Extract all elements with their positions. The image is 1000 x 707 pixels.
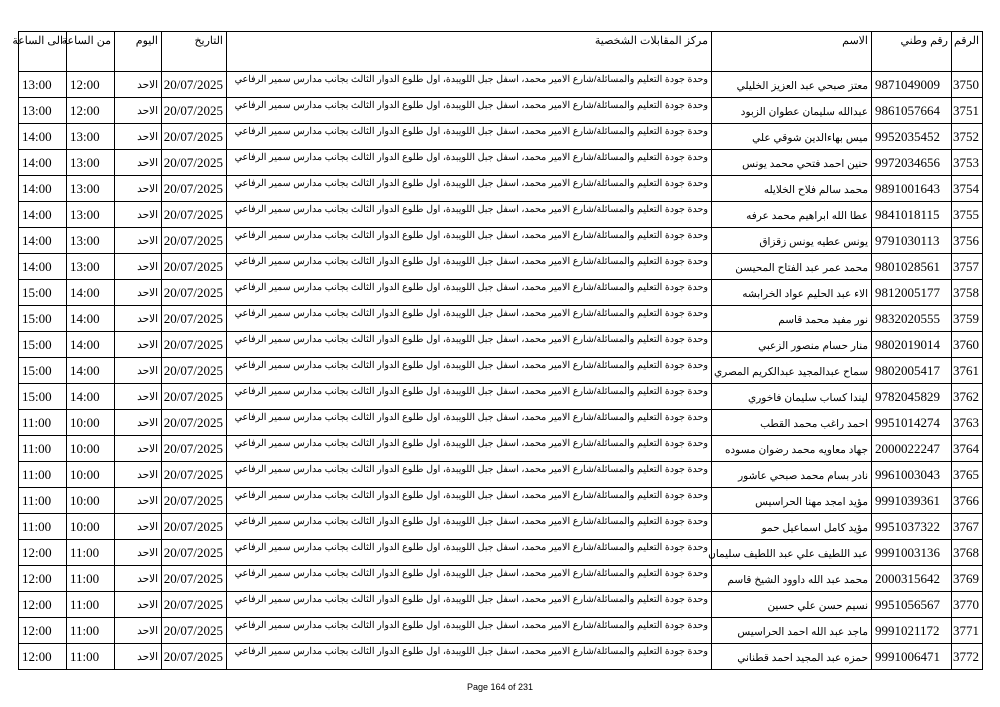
cell-day: الاحد <box>115 436 162 462</box>
cell-from-time: 11:00 <box>67 540 115 566</box>
cell-from-time: 10:00 <box>67 462 115 488</box>
cell-date: 20/07/2025 <box>162 176 227 202</box>
cell-from-time: 10:00 <box>67 410 115 436</box>
cell-name: نسيم حسن علي حسين <box>712 592 872 618</box>
cell-interview-center: وحدة جودة التعليم والمسائلة/شارع الامير محمد، اسفل جبل اللويبدة، اول طلوع الدوار الثالث بجانب مدارس سمير الرفاعي <box>227 202 712 228</box>
cell-day: الاحد <box>115 462 162 488</box>
cell-to-time: 13:00 <box>19 98 67 124</box>
cell-date: 20/07/2025 <box>162 72 227 98</box>
cell-interview-center: وحدة جودة التعليم والمسائلة/شارع الامير محمد، اسفل جبل اللويبدة، اول طلوع الدوار الثالث بجانب مدارس سمير الرفاعي <box>227 384 712 410</box>
cell-national-id: 9951056567 <box>872 592 952 618</box>
cell-day: الاحد <box>115 358 162 384</box>
cell-date: 20/07/2025 <box>162 358 227 384</box>
cell-national-id: 9951037322 <box>872 514 952 540</box>
table-row <box>19 358 983 384</box>
cell-day: الاحد <box>115 384 162 410</box>
table-row <box>19 150 983 176</box>
table-row <box>19 306 983 332</box>
cell-to-time: 12:00 <box>19 644 67 670</box>
cell-name: معتز صبحي عبد العزيز الخليلي <box>712 72 872 98</box>
cell-date: 20/07/2025 <box>162 306 227 332</box>
interview-schedule-table <box>12 31 983 670</box>
table-row <box>19 462 983 488</box>
cell-date: 20/07/2025 <box>162 332 227 358</box>
cell-national-id: 9832020555 <box>872 306 952 332</box>
cell-num: 3765 <box>952 462 983 488</box>
cell-to-time: 15:00 <box>19 280 67 306</box>
cell-num: 3767 <box>952 514 983 540</box>
cell-national-id: 9891001643 <box>872 176 952 202</box>
header-num: الرقم <box>952 32 983 72</box>
cell-national-id: 9802005417 <box>872 358 952 384</box>
cell-day: الاحد <box>115 410 162 436</box>
cell-date: 20/07/2025 <box>162 644 227 670</box>
table-row <box>19 566 983 592</box>
cell-date: 20/07/2025 <box>162 228 227 254</box>
cell-interview-center: وحدة جودة التعليم والمسائلة/شارع الامير محمد، اسفل جبل اللويبدة، اول طلوع الدوار الثالث بجانب مدارس سمير الرفاعي <box>227 540 712 566</box>
cell-day: الاحد <box>115 228 162 254</box>
cell-name: منار حسام منصور الزعبي <box>712 332 872 358</box>
table-row <box>19 618 983 644</box>
cell-national-id: 9841018115 <box>872 202 952 228</box>
cell-interview-center: وحدة جودة التعليم والمسائلة/شارع الامير محمد، اسفل جبل اللويبدة، اول طلوع الدوار الثالث بجانب مدارس سمير الرفاعي <box>227 306 712 332</box>
cell-date: 20/07/2025 <box>162 150 227 176</box>
page-footer: Page 164 of 231 <box>466 682 534 692</box>
header-to: الى الساعة <box>19 32 67 72</box>
table-row <box>19 202 983 228</box>
cell-from-time: 14:00 <box>67 384 115 410</box>
table-row <box>19 332 983 358</box>
cell-to-time: 11:00 <box>19 488 67 514</box>
cell-num: 3771 <box>952 618 983 644</box>
cell-date: 20/07/2025 <box>162 514 227 540</box>
cell-day: الاحد <box>115 124 162 150</box>
header-from: من الساعة <box>67 32 115 72</box>
cell-national-id: 2000022247 <box>872 436 952 462</box>
cell-national-id: 9861057664 <box>872 98 952 124</box>
cell-national-id: 9791030113 <box>872 228 952 254</box>
cell-interview-center: وحدة جودة التعليم والمسائلة/شارع الامير محمد، اسفل جبل اللويبدة، اول طلوع الدوار الثالث بجانب مدارس سمير الرفاعي <box>227 462 712 488</box>
cell-date: 20/07/2025 <box>162 462 227 488</box>
cell-to-time: 15:00 <box>19 384 67 410</box>
cell-to-time: 11:00 <box>19 462 67 488</box>
table-row <box>19 488 983 514</box>
cell-interview-center: وحدة جودة التعليم والمسائلة/شارع الامير محمد، اسفل جبل اللويبدة، اول طلوع الدوار الثالث بجانب مدارس سمير الرفاعي <box>227 124 712 150</box>
cell-from-time: 13:00 <box>67 202 115 228</box>
cell-from-time: 13:00 <box>67 176 115 202</box>
cell-interview-center: وحدة جودة التعليم والمسائلة/شارع الامير محمد، اسفل جبل اللويبدة، اول طلوع الدوار الثالث بجانب مدارس سمير الرفاعي <box>227 176 712 202</box>
cell-to-time: 15:00 <box>19 332 67 358</box>
cell-num: 3754 <box>952 176 983 202</box>
cell-from-time: 14:00 <box>67 332 115 358</box>
header-name: الاسم <box>712 32 872 72</box>
cell-interview-center: وحدة جودة التعليم والمسائلة/شارع الامير محمد، اسفل جبل اللويبدة، اول طلوع الدوار الثالث بجانب مدارس سمير الرفاعي <box>227 358 712 384</box>
cell-name: ماجد عبد الله احمد الحراسيس <box>712 618 872 644</box>
cell-num: 3755 <box>952 202 983 228</box>
cell-national-id: 9812005177 <box>872 280 952 306</box>
cell-national-id: 9802019014 <box>872 332 952 358</box>
cell-name: نور مفيد محمد قاسم <box>712 306 872 332</box>
cell-interview-center: وحدة جودة التعليم والمسائلة/شارع الامير محمد، اسفل جبل اللويبدة، اول طلوع الدوار الثالث بجانب مدارس سمير الرفاعي <box>227 280 712 306</box>
cell-to-time: 14:00 <box>19 176 67 202</box>
table-body <box>19 72 983 670</box>
table-row <box>19 436 983 462</box>
cell-name: ميس بهاءالدين شوقي علي <box>712 124 872 150</box>
cell-date: 20/07/2025 <box>162 436 227 462</box>
cell-interview-center: وحدة جودة التعليم والمسائلة/شارع الامير محمد، اسفل جبل اللويبدة، اول طلوع الدوار الثالث بجانب مدارس سمير الرفاعي <box>227 566 712 592</box>
cell-day: الاحد <box>115 514 162 540</box>
cell-to-time: 14:00 <box>19 150 67 176</box>
cell-num: 3762 <box>952 384 983 410</box>
cell-name: عطا الله ابراهيم محمد عرفه <box>712 202 872 228</box>
cell-name: الاء عبد الحليم عواد الخرابشه <box>712 280 872 306</box>
cell-day: الاحد <box>115 332 162 358</box>
table-row <box>19 540 983 566</box>
cell-name: مؤيد كامل اسماعيل حمو <box>712 514 872 540</box>
cell-date: 20/07/2025 <box>162 98 227 124</box>
cell-num: 3766 <box>952 488 983 514</box>
cell-name: حمزه عبد المجيد احمد قطناني <box>712 644 872 670</box>
cell-to-time: 15:00 <box>19 306 67 332</box>
cell-to-time: 11:00 <box>19 436 67 462</box>
cell-to-time: 13:00 <box>19 72 67 98</box>
cell-num: 3764 <box>952 436 983 462</box>
cell-name: عبد اللطيف علي عبد اللطيف سليمان <box>712 540 872 566</box>
table-row <box>19 254 983 280</box>
cell-date: 20/07/2025 <box>162 410 227 436</box>
cell-day: الاحد <box>115 280 162 306</box>
cell-national-id: 9991003136 <box>872 540 952 566</box>
cell-to-time: 12:00 <box>19 566 67 592</box>
cell-interview-center: وحدة جودة التعليم والمسائلة/شارع الامير محمد، اسفل جبل اللويبدة، اول طلوع الدوار الثالث بجانب مدارس سمير الرفاعي <box>227 436 712 462</box>
cell-to-time: 12:00 <box>19 618 67 644</box>
cell-from-time: 10:00 <box>67 514 115 540</box>
cell-national-id: 9991021172 <box>872 618 952 644</box>
schedule-sheet <box>12 31 982 670</box>
header-date: التاريخ <box>162 32 227 72</box>
cell-day: الاحد <box>115 306 162 332</box>
table-row <box>19 98 983 124</box>
cell-national-id: 9972034656 <box>872 150 952 176</box>
cell-interview-center: وحدة جودة التعليم والمسائلة/شارع الامير محمد، اسفل جبل اللويبدة، اول طلوع الدوار الثالث بجانب مدارس سمير الرفاعي <box>227 98 712 124</box>
cell-interview-center: وحدة جودة التعليم والمسائلة/شارع الامير محمد، اسفل جبل اللويبدة، اول طلوع الدوار الثالث بجانب مدارس سمير الرفاعي <box>227 332 712 358</box>
table-row <box>19 280 983 306</box>
cell-from-time: 10:00 <box>67 436 115 462</box>
cell-interview-center: وحدة جودة التعليم والمسائلة/شارع الامير محمد، اسفل جبل اللويبدة، اول طلوع الدوار الثالث بجانب مدارس سمير الرفاعي <box>227 488 712 514</box>
cell-national-id: 9801028561 <box>872 254 952 280</box>
cell-to-time: 11:00 <box>19 514 67 540</box>
header-nid: رقم وطني <box>872 32 952 72</box>
cell-day: الاحد <box>115 150 162 176</box>
cell-day: الاحد <box>115 72 162 98</box>
cell-from-time: 14:00 <box>67 280 115 306</box>
cell-num: 3752 <box>952 124 983 150</box>
table-row <box>19 384 983 410</box>
cell-day: الاحد <box>115 98 162 124</box>
cell-interview-center: وحدة جودة التعليم والمسائلة/شارع الامير محمد، اسفل جبل اللويبدة، اول طلوع الدوار الثالث بجانب مدارس سمير الرفاعي <box>227 150 712 176</box>
cell-interview-center: وحدة جودة التعليم والمسائلة/شارع الامير محمد، اسفل جبل اللويبدة، اول طلوع الدوار الثالث بجانب مدارس سمير الرفاعي <box>227 410 712 436</box>
cell-num: 3761 <box>952 358 983 384</box>
cell-date: 20/07/2025 <box>162 202 227 228</box>
table-row <box>19 644 983 670</box>
cell-num: 3750 <box>952 72 983 98</box>
cell-national-id: 9952035452 <box>872 124 952 150</box>
cell-day: الاحد <box>115 618 162 644</box>
cell-day: الاحد <box>115 488 162 514</box>
cell-date: 20/07/2025 <box>162 488 227 514</box>
cell-date: 20/07/2025 <box>162 384 227 410</box>
cell-from-time: 11:00 <box>67 644 115 670</box>
cell-day: الاحد <box>115 566 162 592</box>
cell-name: حنين احمد فتحي محمد يونس <box>712 150 872 176</box>
cell-num: 3759 <box>952 306 983 332</box>
table-row <box>19 592 983 618</box>
cell-day: الاحد <box>115 592 162 618</box>
cell-from-time: 14:00 <box>67 358 115 384</box>
cell-name: احمد راغب محمد القطب <box>712 410 872 436</box>
cell-interview-center: وحدة جودة التعليم والمسائلة/شارع الامير محمد، اسفل جبل اللويبدة، اول طلوع الدوار الثالث بجانب مدارس سمير الرفاعي <box>227 644 712 670</box>
table-row <box>19 228 983 254</box>
cell-from-time: 12:00 <box>67 98 115 124</box>
cell-from-time: 11:00 <box>67 592 115 618</box>
header-center: مركز المقابلات الشخصية <box>227 32 712 72</box>
table-row <box>19 72 983 98</box>
cell-to-time: 12:00 <box>19 592 67 618</box>
cell-national-id: 9951014274 <box>872 410 952 436</box>
cell-date: 20/07/2025 <box>162 592 227 618</box>
cell-num: 3760 <box>952 332 983 358</box>
cell-name: نادر بسام محمد صبحي عاشور <box>712 462 872 488</box>
cell-to-time: 14:00 <box>19 202 67 228</box>
cell-to-time: 14:00 <box>19 124 67 150</box>
cell-interview-center: وحدة جودة التعليم والمسائلة/شارع الامير محمد، اسفل جبل اللويبدة، اول طلوع الدوار الثالث بجانب مدارس سمير الرفاعي <box>227 618 712 644</box>
cell-num: 3770 <box>952 592 983 618</box>
cell-from-time: 13:00 <box>67 124 115 150</box>
header-row <box>19 32 983 72</box>
cell-national-id: 9961003043 <box>872 462 952 488</box>
cell-from-time: 10:00 <box>67 488 115 514</box>
cell-from-time: 12:00 <box>67 72 115 98</box>
cell-interview-center: وحدة جودة التعليم والمسائلة/شارع الامير محمد، اسفل جبل اللويبدة، اول طلوع الدوار الثالث بجانب مدارس سمير الرفاعي <box>227 228 712 254</box>
cell-to-time: 14:00 <box>19 254 67 280</box>
cell-name: مؤيد امجد مهنا الحراسيس <box>712 488 872 514</box>
cell-name: سماح عبدالمجيد عبدالكريم المصري <box>712 358 872 384</box>
cell-date: 20/07/2025 <box>162 124 227 150</box>
cell-name: عبدالله سليمان عطوان الزبود <box>712 98 872 124</box>
cell-num: 3753 <box>952 150 983 176</box>
cell-interview-center: وحدة جودة التعليم والمسائلة/شارع الامير محمد، اسفل جبل اللويبدة، اول طلوع الدوار الثالث بجانب مدارس سمير الرفاعي <box>227 72 712 98</box>
cell-num: 3751 <box>952 98 983 124</box>
cell-date: 20/07/2025 <box>162 618 227 644</box>
cell-from-time: 13:00 <box>67 228 115 254</box>
header-day: اليوم <box>115 32 162 72</box>
cell-day: الاحد <box>115 202 162 228</box>
cell-from-time: 13:00 <box>67 150 115 176</box>
cell-national-id: 9991006471 <box>872 644 952 670</box>
table-row <box>19 514 983 540</box>
cell-name: محمد سالم فلاح الخلايله <box>712 176 872 202</box>
cell-num: 3763 <box>952 410 983 436</box>
cell-to-time: 15:00 <box>19 358 67 384</box>
cell-num: 3756 <box>952 228 983 254</box>
cell-name: جهاد معاويه محمد رضوان مسوده <box>712 436 872 462</box>
cell-from-time: 11:00 <box>67 566 115 592</box>
cell-num: 3757 <box>952 254 983 280</box>
cell-date: 20/07/2025 <box>162 540 227 566</box>
cell-to-time: 12:00 <box>19 540 67 566</box>
cell-name: محمد عمر عبد الفتاح المحيسن <box>712 254 872 280</box>
table-row <box>19 410 983 436</box>
cell-name: يونس عطيه يونس زقزاق <box>712 228 872 254</box>
cell-national-id: 9991039361 <box>872 488 952 514</box>
cell-national-id: 9871049009 <box>872 72 952 98</box>
cell-interview-center: وحدة جودة التعليم والمسائلة/شارع الامير محمد، اسفل جبل اللويبدة، اول طلوع الدوار الثالث بجانب مدارس سمير الرفاعي <box>227 254 712 280</box>
cell-day: الاحد <box>115 540 162 566</box>
cell-to-time: 14:00 <box>19 228 67 254</box>
cell-national-id: 9782045829 <box>872 384 952 410</box>
table-row <box>19 124 983 150</box>
cell-name: ليندا كساب سليمان فاخوري <box>712 384 872 410</box>
table-row <box>19 176 983 202</box>
cell-num: 3768 <box>952 540 983 566</box>
cell-interview-center: وحدة جودة التعليم والمسائلة/شارع الامير محمد، اسفل جبل اللويبدة، اول طلوع الدوار الثالث بجانب مدارس سمير الرفاعي <box>227 514 712 540</box>
cell-date: 20/07/2025 <box>162 280 227 306</box>
cell-day: الاحد <box>115 176 162 202</box>
cell-from-time: 11:00 <box>67 618 115 644</box>
cell-interview-center: وحدة جودة التعليم والمسائلة/شارع الامير محمد، اسفل جبل اللويبدة، اول طلوع الدوار الثالث بجانب مدارس سمير الرفاعي <box>227 592 712 618</box>
cell-num: 3772 <box>952 644 983 670</box>
cell-from-time: 14:00 <box>67 306 115 332</box>
cell-national-id: 2000315642 <box>872 566 952 592</box>
cell-from-time: 13:00 <box>67 254 115 280</box>
cell-to-time: 11:00 <box>19 410 67 436</box>
cell-day: الاحد <box>115 644 162 670</box>
cell-date: 20/07/2025 <box>162 254 227 280</box>
cell-num: 3758 <box>952 280 983 306</box>
cell-day: الاحد <box>115 254 162 280</box>
cell-date: 20/07/2025 <box>162 566 227 592</box>
cell-num: 3769 <box>952 566 983 592</box>
cell-name: محمد عبد الله داوود الشيخ قاسم <box>712 566 872 592</box>
